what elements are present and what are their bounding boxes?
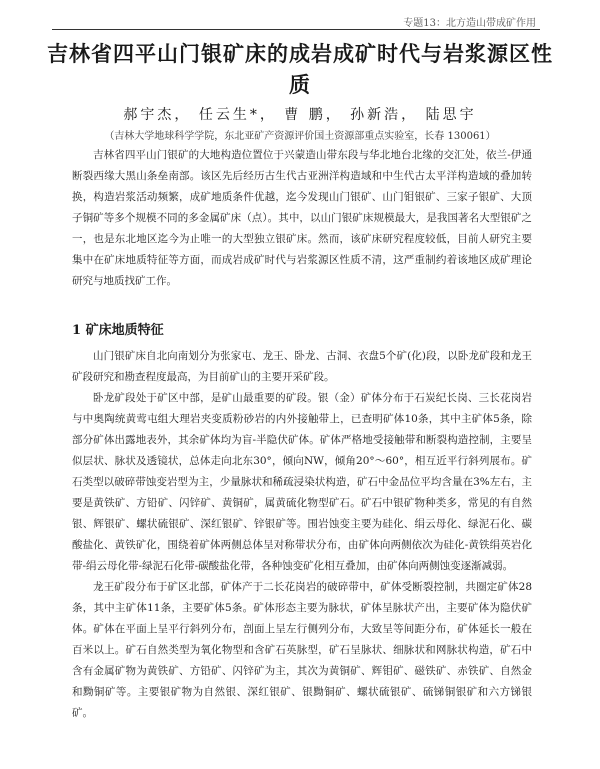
section-heading: 1 矿床地质特征 [72, 323, 164, 338]
paragraph-ore-segments: 山门银矿床自北向南划分为张家屯、龙王、卧龙、古洞、衣盘5个矿(化)段，以卧龙矿段和龙王矿段研究和勘查程度最高，为目前矿山的主要开采矿段。 [72, 350, 532, 383]
running-head: 专题13：北方造山带成矿作用 [403, 18, 536, 29]
paper-title: 吉林省四平山门银矿床的成岩成矿时代与岩浆源区性质 [47, 41, 553, 97]
paragraph-longwang-segment: 龙王矿段分布于矿区北部，矿体产于二长花岗岩的破碎带中，矿体受断裂控制，共圈定矿体28条，其中主矿体11条，主要矿体5条。矿体形态主要为脉状，矿体呈脉状产出，主要矿体为隐伏矿体。矿体在平面上呈平行斜列分布，剖面上呈左行侧列分布，大致呈等间距分布，矿体延长一般在百米以上。矿石自然类型为氧化物型和含矿石英脉型，矿石呈脉状、细脉状和网脉状构造，矿石中含有金属矿物为黄铁矿、方铅矿、闪锌矿为主，其次为黄铜矿、辉钼矿、磁铁矿、赤铁矿、自然金和黝铜矿等。主要银矿物为自然银、深红银矿、银黝铜矿、螺状硫银矿、硫锑铜银矿和六方锑银矿。 [72, 581, 532, 719]
header-rule [52, 29, 540, 30]
paragraph-wolong-segment: 卧龙矿段处于矿区中部，是矿山最重要的矿段。银（金）矿体分布于石炭纪长岗、三长花岗岩与中奥陶统黄莺屯组大理岩夹变质粉砂岩的内外接触带上，已查明矿体10条，其中主矿体5条，除部分矿体出露地表外，其余矿体均为盲-半隐伏矿体。矿体严格地受接触带和断裂构造控制，主要呈似层状、脉状及透镜状，总体走向北东30°，倾向NW，倾角20°～60°，相互近平行斜列展布。矿石类型以破碎带蚀变岩型为主，少量脉状和稀疏浸染状构造，矿石中金品位平均含量在3%左右，主要是黄铁矿、方铅矿、闪锌矿、黄铜矿，属黄硫化物型矿石。矿石中银矿物种类多，常见的有自然银、辉银矿、螺状硫银矿、深红银矿、锌银矿等。围岩蚀变主要为硅化、绢云母化、绿泥石化、碳酸盐化、黄铁矿化，围绕着矿体两侧总体呈对称带状分布，由矿体向两侧依次为硅化-黄铁绢英岩化带-绢云母化带-绿泥石化带-碳酸盐化带，各种蚀变矿化相互叠加，由矿体向两侧蚀变逐渐减弱。 [72, 392, 532, 572]
geology-section [72, 346, 532, 724]
intro-section [72, 145, 532, 292]
author-list: 郝宇杰， 任云生*， 曹 鹏， 孙新浩， 陆思宇 [123, 107, 477, 123]
affiliation: （吉林大学地球科学学院，东北亚矿产资源评价国土资源部重点实验室，长春 130061） [104, 131, 496, 142]
intro-paragraph: 吉林省四平山门银矿的大地构造位置位于兴蒙造山带东段与华北地台北缘的交汇处，依兰-伊通断裂西缘大黑山条垒南部。该区先后经历古生代古亚洲洋构造域和中生代古太平洋构造域的叠加转换，构造岩浆活动频繁，成矿地质条件优越，迄今发现山门银矿、山门钼银矿、三家子银矿、大顶子铜矿等多个规模不同的多金属矿床（点）。其中，以山门银矿床规模最大，是我国著名大型银矿之一，也是东北地区迄今为止唯一的大型独立银矿床。然而，该矿床研究程度较低，目前人研究主要集中在矿床地质特征等方面，而成岩成矿时代与岩浆源区性质不清，这严重制约着该地区成矿理论研究与地质找矿工作。 [72, 149, 532, 287]
